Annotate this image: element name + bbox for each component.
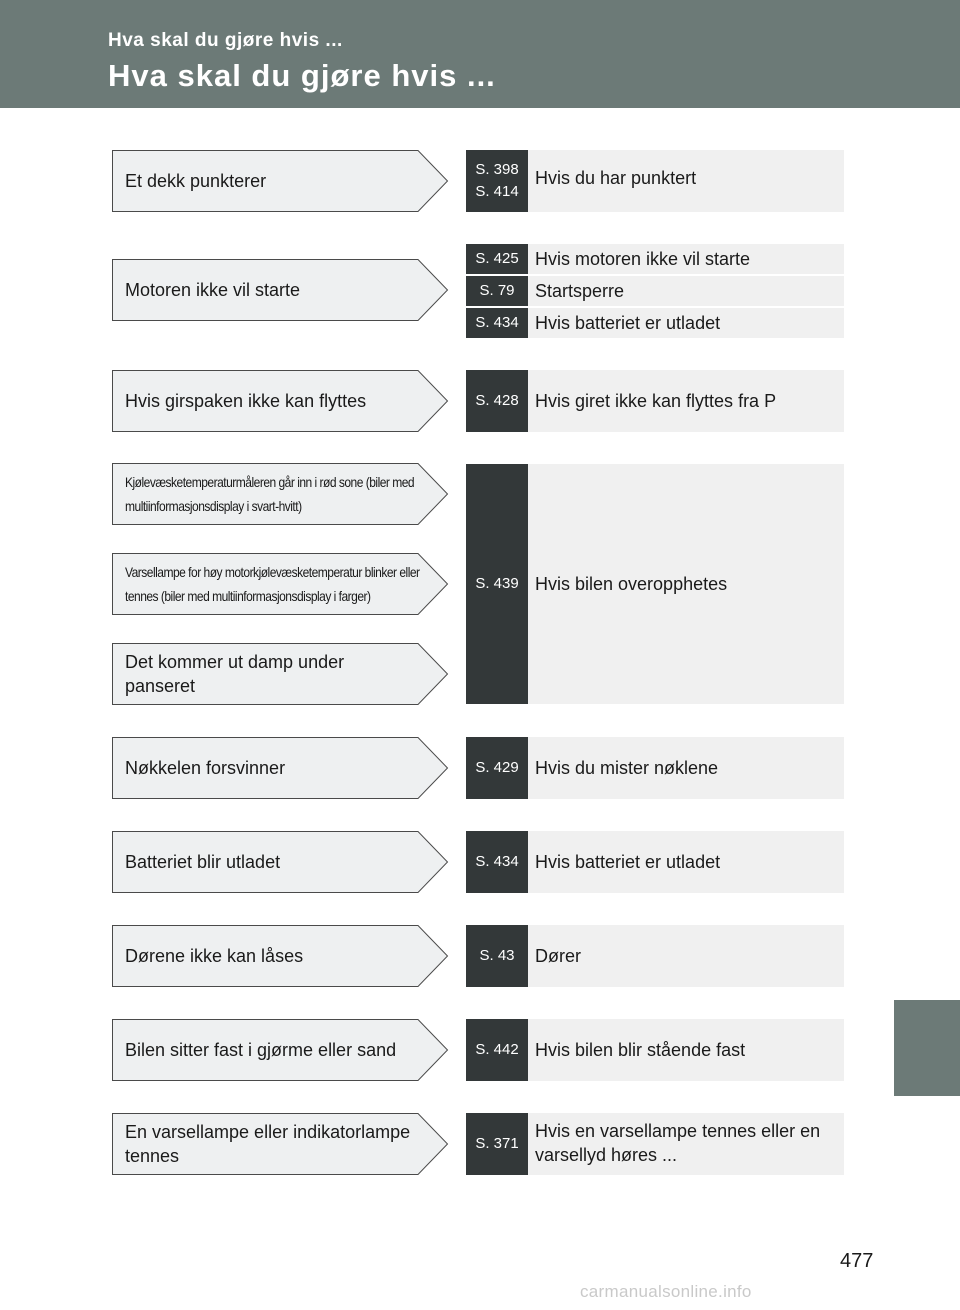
chapter-tab bbox=[894, 1000, 960, 1096]
symptom-text: Det kommer ut damp under panseret bbox=[125, 652, 345, 696]
symptom-text: Et dekk punkterer bbox=[125, 171, 267, 191]
page-reference[interactable] bbox=[466, 464, 528, 704]
page-ref-label: S. 439 bbox=[475, 575, 519, 592]
page-ref-label: S. 371 bbox=[475, 1135, 519, 1152]
symptom-box bbox=[112, 1019, 448, 1081]
symptom-box bbox=[112, 553, 448, 615]
page-ref-label: S. 442 bbox=[475, 1041, 519, 1058]
page-ref-label: S. 425 bbox=[475, 250, 519, 267]
page-number: 477 bbox=[840, 1250, 874, 1272]
symptom-box bbox=[112, 737, 448, 799]
symptom-text: Bilen sitter fast i gjørme eller sand bbox=[125, 1040, 397, 1060]
symptom-text: Nøkkelen forsvinner bbox=[125, 758, 286, 778]
reference-description: Hvis giret ikke kan flyttes fra P bbox=[528, 370, 844, 432]
page-reference[interactable] bbox=[466, 831, 528, 893]
page-reference[interactable] bbox=[466, 308, 528, 338]
page-ref-label: S. 79 bbox=[479, 282, 515, 299]
page-ref-label: S. 414 bbox=[475, 183, 519, 200]
symptom-text: En varsellampe eller indikatorlampe tennes bbox=[125, 1122, 411, 1166]
reference-description: Hvis du har punktert bbox=[528, 150, 844, 212]
reference-description: Hvis en varsellampe tennes eller en varsellyd høres ... bbox=[528, 1113, 844, 1175]
symptom-box bbox=[112, 259, 448, 321]
reference-description: Hvis du mister nøklene bbox=[528, 737, 844, 799]
symptom-box bbox=[112, 925, 448, 987]
page-ref-label: S. 429 bbox=[475, 759, 519, 776]
page-reference[interactable] bbox=[466, 1113, 528, 1175]
watermark: carmanualsonline.info bbox=[580, 1282, 752, 1301]
symptom-box bbox=[112, 463, 448, 525]
reference-description: Hvis bilen blir stående fast bbox=[528, 1019, 844, 1081]
page-ref-label: S. 428 bbox=[475, 392, 519, 409]
symptom-text: Varsellampe for høy motorkjølevæsketemperatur blinker eller tennes (biler med multiinformasjonsdisplay i farger) bbox=[125, 564, 420, 604]
page-ref-label: S. 398 bbox=[475, 161, 519, 178]
page-reference[interactable] bbox=[466, 1019, 528, 1081]
reference-description: Hvis motoren ikke vil starte bbox=[528, 244, 844, 274]
page-reference[interactable] bbox=[466, 737, 528, 799]
section-title: Hva skal du gjøre hvis ... bbox=[108, 58, 496, 93]
page-reference[interactable] bbox=[466, 370, 528, 432]
reference-description: Dører bbox=[528, 925, 844, 987]
page-ref-label: S. 434 bbox=[475, 314, 519, 331]
symptom-box bbox=[112, 831, 448, 893]
page-ref-label: S. 43 bbox=[479, 947, 515, 964]
symptom-box bbox=[112, 1113, 448, 1175]
symptom-box bbox=[112, 643, 448, 705]
page-ref-label: S. 434 bbox=[475, 853, 519, 870]
symptom-text: Kjølevæsketemperaturmåleren går inn i rød sone (biler med multiinformasjonsdisplay i svart-hvitt) bbox=[125, 474, 415, 514]
page-reference[interactable] bbox=[466, 150, 528, 212]
reference-description: Hvis bilen overopphetes bbox=[528, 464, 844, 704]
page-reference[interactable] bbox=[466, 925, 528, 987]
section-subtitle: Hva skal du gjøre hvis ... bbox=[108, 30, 343, 51]
symptom-box bbox=[112, 150, 448, 212]
page-reference[interactable] bbox=[466, 276, 528, 306]
page-reference[interactable] bbox=[466, 244, 528, 274]
reference-description: Hvis batteriet er utladet bbox=[528, 308, 844, 338]
symptom-text: Motoren ikke vil starte bbox=[125, 280, 301, 300]
symptom-text: Batteriet blir utladet bbox=[125, 852, 281, 872]
symptom-text: Dørene ikke kan låses bbox=[125, 946, 304, 966]
reference-description: Hvis batteriet er utladet bbox=[528, 831, 844, 893]
section-header bbox=[0, 0, 960, 108]
reference-description: Startsperre bbox=[528, 276, 844, 306]
symptom-text: Hvis girspaken ikke kan flyttes bbox=[125, 391, 367, 411]
symptom-box bbox=[112, 370, 448, 432]
